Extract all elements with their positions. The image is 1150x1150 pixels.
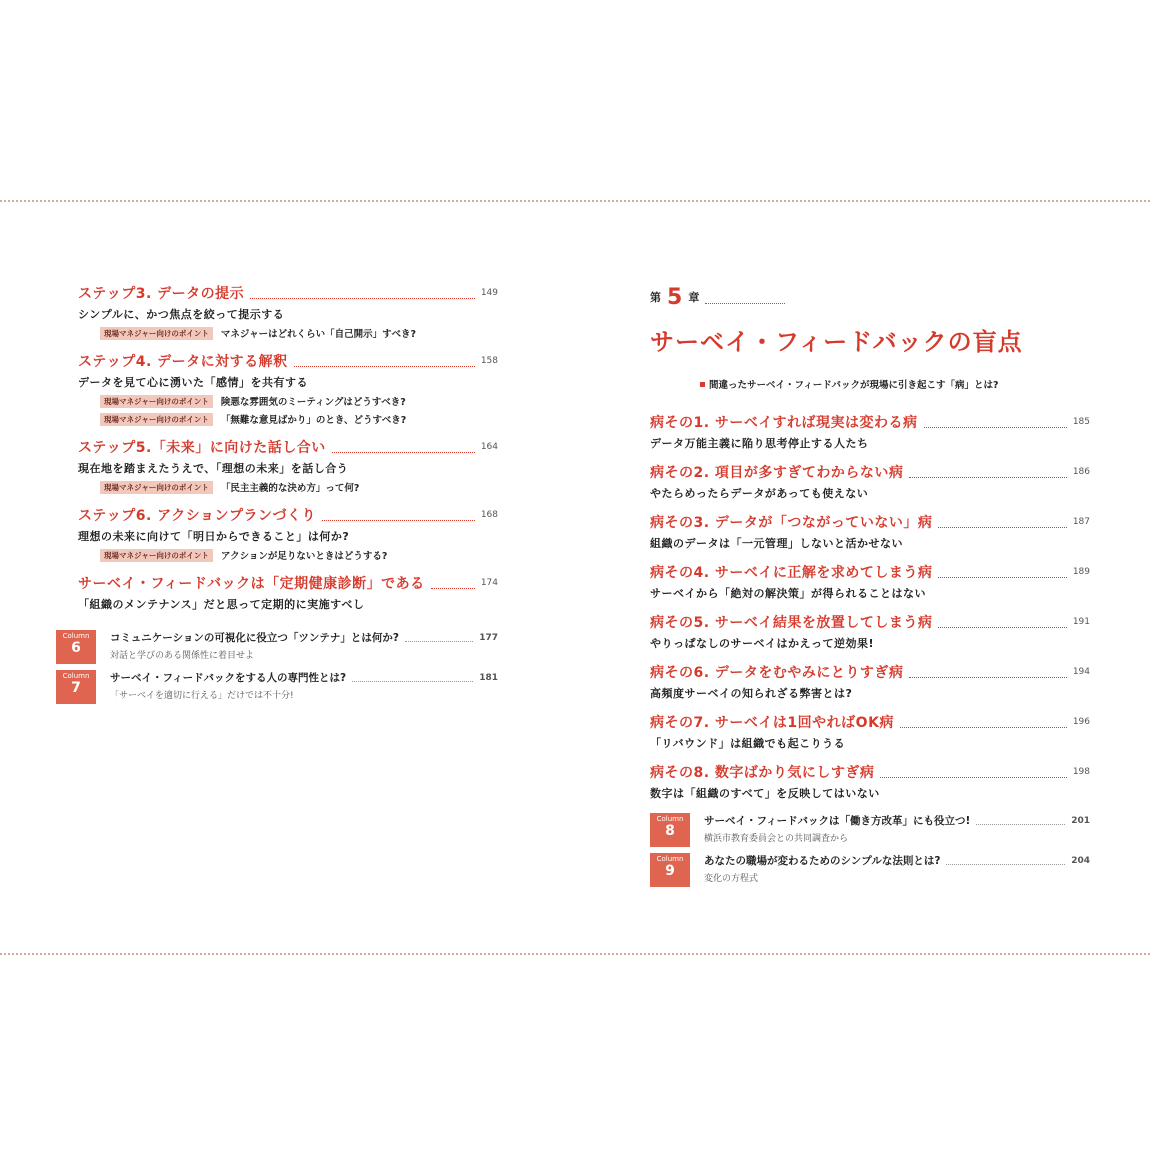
manager-point-tag: 現場マネジャー向けのポイント <box>100 395 213 408</box>
toc-entry[interactable] <box>78 350 498 426</box>
square-bullet-icon <box>700 382 705 387</box>
column-title: サーベイ・フィードバックは「働き方改革」にも役立つ! <box>704 815 971 827</box>
manager-point <box>100 326 498 340</box>
column-subtitle: 対話と学びのある関係性に着目せよ <box>110 651 255 661</box>
toc-leader <box>938 517 1066 528</box>
chapter-suffix: 章 <box>688 291 700 304</box>
column-badge-number: 9 <box>665 863 675 879</box>
right-columns <box>650 813 1090 887</box>
toc-leader <box>250 288 475 299</box>
toc-page-number: 164 <box>480 442 498 452</box>
manager-point-text: 険悪な雰囲気のミーティングはどうすべき? <box>220 397 406 408</box>
manager-point-tag: 現場マネジャー向けのポイント <box>100 413 213 426</box>
toc-entry-heading[interactable] <box>78 282 498 304</box>
column-subtitle: 「サーベイを適切に行える」だけでは不十分! <box>110 691 294 701</box>
left-columns <box>56 630 498 704</box>
toc-leader <box>880 767 1066 778</box>
toc-entry[interactable] <box>650 761 1090 801</box>
chapter-leader <box>705 291 785 304</box>
manager-point-text: マネジャーはどれくらい「自己開示」すべき? <box>220 329 416 340</box>
column-page-number: 181 <box>479 672 498 683</box>
chapter-label <box>650 284 1090 310</box>
toc-entry-title: 病その8. 数字ばかり気にしすぎ病 <box>650 765 875 781</box>
toc-entry[interactable] <box>650 661 1090 701</box>
toc-page-number: 186 <box>1072 467 1090 477</box>
toc-entry-heading[interactable] <box>650 411 1090 433</box>
toc-page-number: 189 <box>1072 567 1090 577</box>
column-badge-number: 8 <box>665 823 675 839</box>
column-heading <box>110 630 498 645</box>
toc-page-number: 191 <box>1072 617 1090 627</box>
column-badge <box>650 853 690 887</box>
toc-entry[interactable] <box>78 436 498 494</box>
column-body <box>110 670 498 701</box>
toc-entry-title: 病その7. サーベイは1回やればOK病 <box>650 715 894 731</box>
toc-entry-subtitle: 高頻度サーベイの知られざる弊害とは? <box>650 687 853 700</box>
column-badge-number: 6 <box>71 640 81 656</box>
manager-point-text: 「無難な意見ばかり」のとき、どうすべき? <box>220 415 407 426</box>
manager-point <box>100 548 498 562</box>
toc-page-number: 174 <box>480 578 498 588</box>
right-page <box>650 284 1090 887</box>
manager-point-tag: 現場マネジャー向けのポイント <box>100 549 213 562</box>
toc-page-number: 158 <box>480 356 498 366</box>
toc-leader <box>900 717 1067 728</box>
manager-point-tag: 現場マネジャー向けのポイント <box>100 327 213 340</box>
toc-entry-subtitle: やたらめったらデータがあっても使えない <box>650 487 869 500</box>
column-title: コミュニケーションの可視化に役立つ「ツンテナ」とは何か? <box>110 632 399 644</box>
toc-entry-heading[interactable] <box>78 504 498 526</box>
toc-leader <box>332 442 475 453</box>
toc-entry[interactable] <box>78 282 498 340</box>
toc-page-number: 194 <box>1072 667 1090 677</box>
toc-entry-heading[interactable] <box>650 511 1090 533</box>
toc-entry[interactable] <box>650 461 1090 501</box>
column-entry[interactable] <box>650 813 1090 847</box>
column-title: サーベイ・フィードバックをする人の専門性とは? <box>110 672 347 684</box>
toc-page-number: 198 <box>1072 767 1090 777</box>
column-heading <box>704 813 1090 828</box>
toc-page-number: 149 <box>480 288 498 298</box>
toc-leader <box>976 817 1065 825</box>
column-title: あなたの職場が変わるためのシンプルな法則とは? <box>704 855 941 867</box>
column-heading <box>704 853 1090 868</box>
toc-leader <box>294 356 475 367</box>
toc-entry-subtitle: 数字は「組織のすべて」を反映してはいない <box>650 787 880 800</box>
toc-entry-subtitle: 「組織のメンテナンス」だと思って定期的に実施すべし <box>78 598 365 611</box>
bottom-divider <box>0 953 1150 955</box>
toc-entry-title: 病その6. データをむやみにとりすぎ病 <box>650 665 904 681</box>
toc-entry-subtitle: サーベイから「絶対の解決策」が得られることはない <box>650 587 926 600</box>
toc-entry-subtitle: データを見て心に湧いた「感情」を共有する <box>78 376 308 389</box>
column-badge-number: 7 <box>71 680 81 696</box>
column-badge <box>56 670 96 704</box>
chapter-number: 5 <box>667 284 683 310</box>
column-page-number: 204 <box>1071 855 1090 866</box>
toc-entry-title: 病その3. データが「つながっていない」病 <box>650 515 933 531</box>
toc-leader <box>938 617 1066 628</box>
column-badge-word: Column <box>656 855 684 863</box>
toc-entry[interactable] <box>650 611 1090 651</box>
column-badge <box>650 813 690 847</box>
toc-entry-heading[interactable] <box>78 572 498 594</box>
chapter-prefix: 第 <box>650 291 661 304</box>
manager-point <box>100 412 498 426</box>
column-subtitle: 横浜市教育委員会との共同調査から <box>704 834 849 844</box>
top-divider <box>0 200 1150 202</box>
toc-leader <box>946 857 1065 865</box>
toc-entry-title: ステップ4. データに対する解釈 <box>78 354 288 370</box>
right-entries <box>650 411 1090 887</box>
toc-entry-title: 病その4. サーベイに正解を求めてしまう病 <box>650 565 933 581</box>
manager-point <box>100 394 498 408</box>
toc-entry-heading[interactable] <box>78 350 498 372</box>
toc-page-number: 196 <box>1072 717 1090 727</box>
toc-entry[interactable] <box>78 572 498 612</box>
toc-entry[interactable] <box>650 511 1090 551</box>
toc-entry-title: 病その2. 項目が多すぎてわからない病 <box>650 465 904 481</box>
toc-entry-title: サーベイ・フィードバックは「定期健康診断」である <box>78 576 425 592</box>
toc-entry[interactable] <box>650 561 1090 601</box>
toc-leader <box>924 417 1067 428</box>
manager-point-text: 「民主主義的な決め方」って何? <box>220 483 360 494</box>
toc-entry-heading[interactable] <box>78 436 498 458</box>
column-badge-word: Column <box>656 815 684 823</box>
chapter-lead-text: 間違ったサーベイ・フィードバックが現場に引き起こす「病」とは? <box>709 380 999 391</box>
toc-leader <box>909 467 1066 478</box>
toc-entry[interactable] <box>78 504 498 562</box>
toc-leader <box>352 674 473 682</box>
toc-entry-title: 病その1. サーベイすれば現実は変わる病 <box>650 415 918 431</box>
toc-entry-heading[interactable] <box>650 761 1090 783</box>
toc-entry-heading[interactable] <box>650 611 1090 633</box>
toc-entry-title: ステップ5.「未来」に向けた話し合い <box>78 440 326 456</box>
toc-entry-title: 病その5. サーベイ結果を放置してしまう病 <box>650 615 933 631</box>
manager-point-tag: 現場マネジャー向けのポイント <box>100 481 213 494</box>
column-badge-word: Column <box>62 632 90 640</box>
toc-leader <box>909 667 1066 678</box>
toc-entry-title: ステップ6. アクションプランづくり <box>78 508 316 524</box>
toc-entry-subtitle: 理想の未来に向けて「明日からできること」は何か? <box>78 530 350 543</box>
toc-entry-subtitle: 現在地を踏まえたうえで、「理想の未来」を話し合う <box>78 462 349 475</box>
toc-entry-heading[interactable] <box>650 461 1090 483</box>
toc-leader <box>938 567 1066 578</box>
column-page-number: 201 <box>1071 815 1090 826</box>
column-entry[interactable] <box>650 853 1090 887</box>
column-entry[interactable] <box>56 670 498 704</box>
toc-entry-title: ステップ3. データの提示 <box>78 286 245 302</box>
column-badge-word: Column <box>62 672 90 680</box>
column-subtitle: 変化の方程式 <box>704 874 759 884</box>
toc-page-number: 185 <box>1072 417 1090 427</box>
toc-leader <box>431 578 475 589</box>
toc-page-number: 168 <box>480 510 498 520</box>
column-body <box>704 813 1090 844</box>
toc-entry-heading[interactable] <box>650 711 1090 733</box>
toc-entry[interactable] <box>650 411 1090 451</box>
toc-page-number: 187 <box>1072 517 1090 527</box>
column-body <box>704 853 1090 884</box>
toc-entry-subtitle: やりっぱなしのサーベイはかえって逆効果! <box>650 637 875 650</box>
chapter-lead <box>700 377 1090 391</box>
toc-entry-heading[interactable] <box>650 661 1090 683</box>
column-badge <box>56 630 96 664</box>
toc-entry-heading[interactable] <box>650 561 1090 583</box>
column-entry[interactable] <box>56 630 498 664</box>
manager-point <box>100 480 498 494</box>
column-heading <box>110 670 498 685</box>
toc-entry-subtitle: 「リバウンド」は組織でも起こりうる <box>650 737 846 750</box>
toc-entry-subtitle: データ万能主義に陥り思考停止する人たち <box>650 437 869 450</box>
left-page <box>62 282 498 704</box>
toc-leader <box>405 634 473 642</box>
toc-entry-subtitle: 組織のデータは「一元管理」しないと活かせない <box>650 537 903 550</box>
column-page-number: 177 <box>479 632 498 643</box>
manager-point-text: アクションが足りないときはどうする? <box>220 551 388 562</box>
chapter-title: サーベイ・フィードバックの盲点 <box>650 328 1023 356</box>
toc-entry-subtitle: シンプルに、かつ焦点を絞って提示する <box>78 308 285 321</box>
toc-entry[interactable] <box>650 711 1090 751</box>
toc-leader <box>322 510 475 521</box>
column-body <box>110 630 498 661</box>
